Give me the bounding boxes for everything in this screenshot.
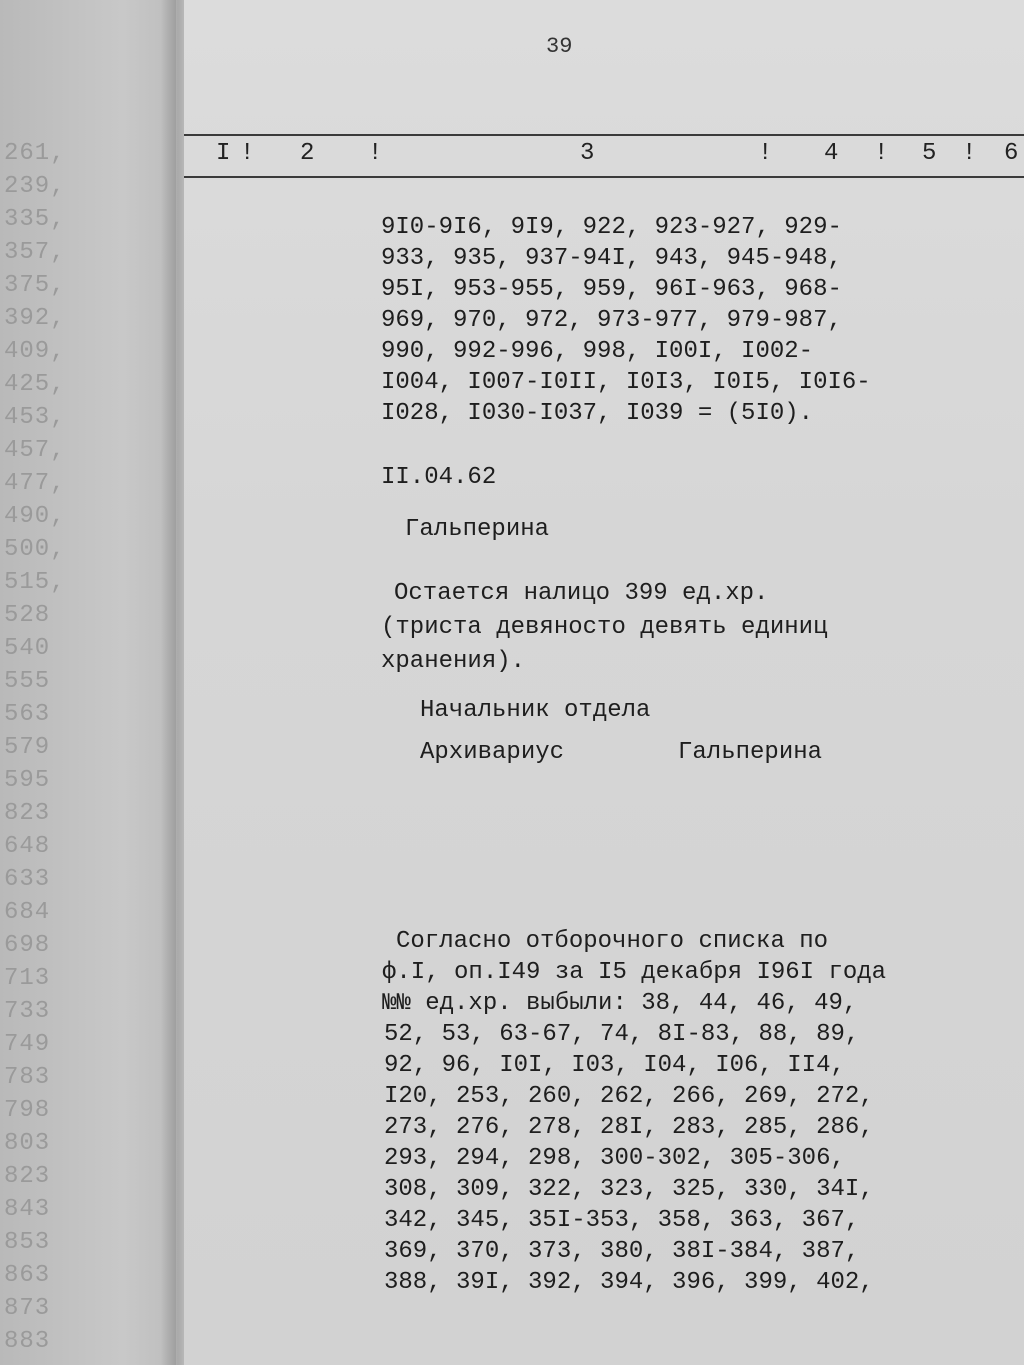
disposal-line: 369, 370, 373, 380, 38I-384, 387, [384,1238,860,1265]
left-page-text: 823 [4,1163,51,1190]
header-col-3: 3 [580,140,595,167]
header-bottom-rule [184,176,1024,178]
left-page-text: 698 [4,932,51,959]
left-page-text: 457, [4,437,66,464]
header-separator: ! [240,140,255,167]
disposal-line: 92, 96, I0I, I03, I04, I06, II4, [384,1052,845,1079]
left-page [0,0,176,1365]
table-header-row [184,140,1024,172]
left-page-text: 425, [4,371,66,398]
left-page-text: 409, [4,338,66,365]
left-page-text: 375, [4,272,66,299]
left-page-text: 563 [4,701,51,728]
document-page [184,0,1024,1365]
left-page-text: 873 [4,1295,51,1322]
record-line: I004, I007-I0II, I0I3, I0I5, I0I6- [381,369,871,396]
disposal-line: №№ ед.хр. выбыли: 38, 44, 46, 49, [382,990,858,1017]
left-page-text: 843 [4,1196,51,1223]
left-page-text: 261, [4,140,66,167]
left-page-text: 579 [4,734,51,761]
head-of-department: Начальник отдела [420,697,651,724]
date: II.04.62 [381,464,497,491]
disposal-line: 342, 345, 35I-353, 358, 363, 367, [384,1207,860,1234]
disposal-line: ф.I, оп.I49 за I5 декабря I96I года [382,959,887,986]
left-page-text: 595 [4,767,51,794]
left-page-text: 477, [4,470,66,497]
disposal-line: 52, 53, 63-67, 74, 8I-83, 88, 89, [384,1021,860,1048]
signer-name: Гальперина [405,516,550,543]
left-page-text: 515, [4,569,66,596]
left-page-text: 798 [4,1097,51,1124]
left-page-text: 733 [4,998,51,1025]
remaining-line: (триста девяносто девять единиц [381,614,828,641]
left-page-text: 453, [4,404,66,431]
header-separator: ! [874,140,889,167]
disposal-line: 273, 276, 278, 28I, 283, 285, 286, [384,1114,874,1141]
left-page-text: 823 [4,800,51,827]
archivist-title: Архивариус [420,739,565,766]
left-page-text: 648 [4,833,51,860]
archivist-name: Гальперина [678,739,823,766]
left-page-text: 863 [4,1262,51,1289]
left-page-text: 783 [4,1064,51,1091]
left-page-text: 392, [4,305,66,332]
header-separator: ! [758,140,773,167]
header-separator: ! [368,140,383,167]
header-top-rule [184,134,1024,136]
left-page-text: 684 [4,899,51,926]
header-col-2: 2 [300,140,315,167]
record-line: 990, 992-996, 998, I00I, I002- [381,338,814,365]
left-page-text: 749 [4,1031,51,1058]
left-page-text: 803 [4,1130,51,1157]
left-page-text: 490, [4,503,66,530]
header-col-6: 6 [1004,140,1019,167]
record-line: 933, 935, 937-94I, 943, 945-948, [381,245,842,272]
record-line: 9I0-9I6, 9I9, 922, 923-927, 929- [381,214,842,241]
remaining-line: хранения). [381,648,526,675]
disposal-line: Согласно отборочного списка по [396,928,829,955]
left-page-text: 853 [4,1229,51,1256]
left-page-text: 713 [4,965,51,992]
disposal-line: 388, 39I, 392, 394, 396, 399, 402, [384,1269,874,1296]
disposal-line: 308, 309, 322, 323, 325, 330, 34I, [384,1176,874,1203]
left-page-text: 357, [4,239,66,266]
left-page-text: 555 [4,668,51,695]
left-page-text: 335, [4,206,66,233]
disposal-line: I20, 253, 260, 262, 266, 269, 272, [384,1083,874,1110]
page-number: 39 [546,34,573,59]
left-page-text: 883 [4,1328,51,1355]
remaining-line: Остается налицо 399 ед.хр. [394,580,769,607]
disposal-line: 293, 294, 298, 300-302, 305-306, [384,1145,845,1172]
record-line: 95I, 953-955, 959, 96I-963, 968- [381,276,842,303]
header-separator: ! [962,140,977,167]
record-line: I028, I030-I037, I039 = (5I0). [381,400,814,427]
left-page-text: 633 [4,866,51,893]
header-col-1: I [216,140,231,167]
left-page-text: 500, [4,536,66,563]
left-page-text: 239, [4,173,66,200]
header-col-5: 5 [922,140,937,167]
header-col-4: 4 [824,140,839,167]
left-page-text: 528 [4,602,51,629]
record-line: 969, 970, 972, 973-977, 979-987, [381,307,842,334]
left-page-text: 540 [4,635,51,662]
